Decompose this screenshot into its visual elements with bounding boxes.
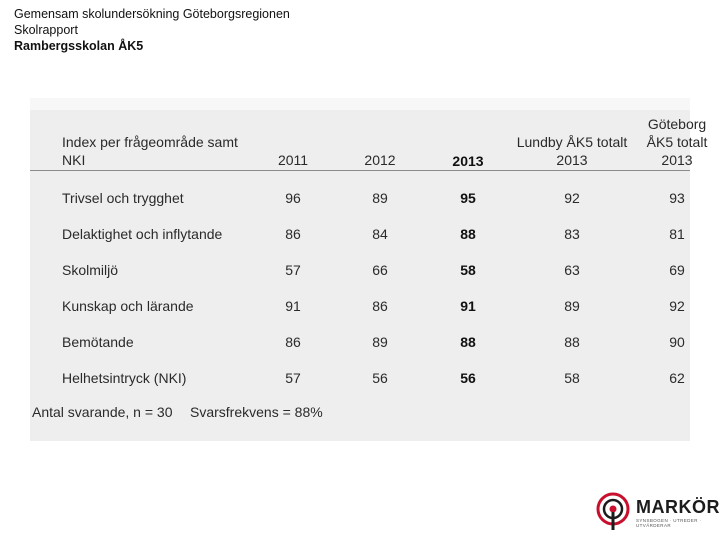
col-header-goteborg-line1: Göteborg bbox=[647, 116, 707, 132]
cell-goteborg: 81 bbox=[669, 226, 685, 242]
cell-2013: 88 bbox=[460, 334, 476, 350]
cell-2012: 66 bbox=[372, 262, 388, 278]
index-table bbox=[30, 98, 708, 441]
cell-2011: 96 bbox=[285, 190, 301, 206]
cell-2011: 86 bbox=[285, 334, 301, 350]
table-title-line1: Index per frågeområde samt bbox=[62, 134, 238, 150]
cell-goteborg: 69 bbox=[669, 262, 685, 278]
cell-lundby: 63 bbox=[564, 262, 580, 278]
cell-2012: 89 bbox=[372, 190, 388, 206]
cell-lundby: 89 bbox=[564, 298, 580, 314]
cell-2013: 56 bbox=[460, 370, 476, 386]
cell-goteborg: 62 bbox=[669, 370, 685, 386]
cell-2013: 91 bbox=[460, 298, 476, 314]
cell-2012: 56 bbox=[372, 370, 388, 386]
cell-goteborg: 93 bbox=[669, 190, 685, 206]
cell-lundby: 92 bbox=[564, 190, 580, 206]
col-header-goteborg-line3: 2013 bbox=[661, 152, 693, 168]
cell-goteborg: 90 bbox=[669, 334, 685, 350]
logo-wordmark: MARKÖR bbox=[636, 497, 720, 517]
report-header bbox=[14, 6, 290, 54]
report-type: Skolrapport bbox=[14, 23, 78, 37]
row-label-nki: Helhetsintryck (NKI) bbox=[62, 370, 187, 386]
cell-2012: 86 bbox=[372, 298, 388, 314]
cell-2013: 58 bbox=[460, 262, 476, 278]
row-label-skolmiljo: Skolmiljö bbox=[62, 262, 119, 278]
cell-lundby: 88 bbox=[564, 334, 580, 350]
table-title-line2: NKI bbox=[62, 152, 86, 168]
cell-2012: 89 bbox=[372, 334, 388, 350]
col-header-lundby-line1: Lundby ÅK5 totalt bbox=[516, 134, 628, 150]
target-pin-icon bbox=[596, 492, 632, 532]
col-header-goteborg-line2: ÅK5 totalt bbox=[646, 134, 708, 150]
row-label-kunskap: Kunskap och lärande bbox=[62, 298, 194, 314]
header-divider bbox=[30, 170, 690, 171]
cell-2011: 57 bbox=[285, 262, 301, 278]
col-header-lundby-line2: 2013 bbox=[556, 152, 588, 168]
school-name: Rambergsskolan ÅK5 bbox=[14, 39, 144, 53]
row-label-delaktighet: Delaktighet och inflytande bbox=[62, 226, 223, 242]
col-header-2011: 2011 bbox=[277, 152, 309, 168]
survey-title: Gemensam skolundersökning Göteborgsregionen bbox=[14, 7, 290, 21]
cell-2011: 91 bbox=[285, 298, 301, 314]
cell-2012: 84 bbox=[372, 226, 388, 242]
col-header-2013: 2013 bbox=[452, 153, 484, 169]
row-label-trivsel: Trivsel och trygghet bbox=[62, 190, 184, 206]
cell-2013: 88 bbox=[460, 226, 476, 242]
logo-tagline: SYNSBOGEN · UTREDER · UTVÄRDERAR bbox=[636, 518, 702, 528]
col-header-2012: 2012 bbox=[364, 152, 396, 168]
cell-2011: 86 bbox=[285, 226, 301, 242]
cell-goteborg: 92 bbox=[669, 298, 685, 314]
cell-2013: 95 bbox=[460, 190, 476, 206]
cell-lundby: 83 bbox=[564, 226, 580, 242]
response-rate: Svarsfrekvens = 88% bbox=[190, 404, 323, 420]
respondent-count: Antal svarande, n = 30 bbox=[32, 404, 173, 420]
markor-logo bbox=[596, 492, 720, 532]
cell-2011: 57 bbox=[285, 370, 301, 386]
cell-lundby: 58 bbox=[564, 370, 580, 386]
row-label-bemotande: Bemötande bbox=[62, 334, 134, 350]
